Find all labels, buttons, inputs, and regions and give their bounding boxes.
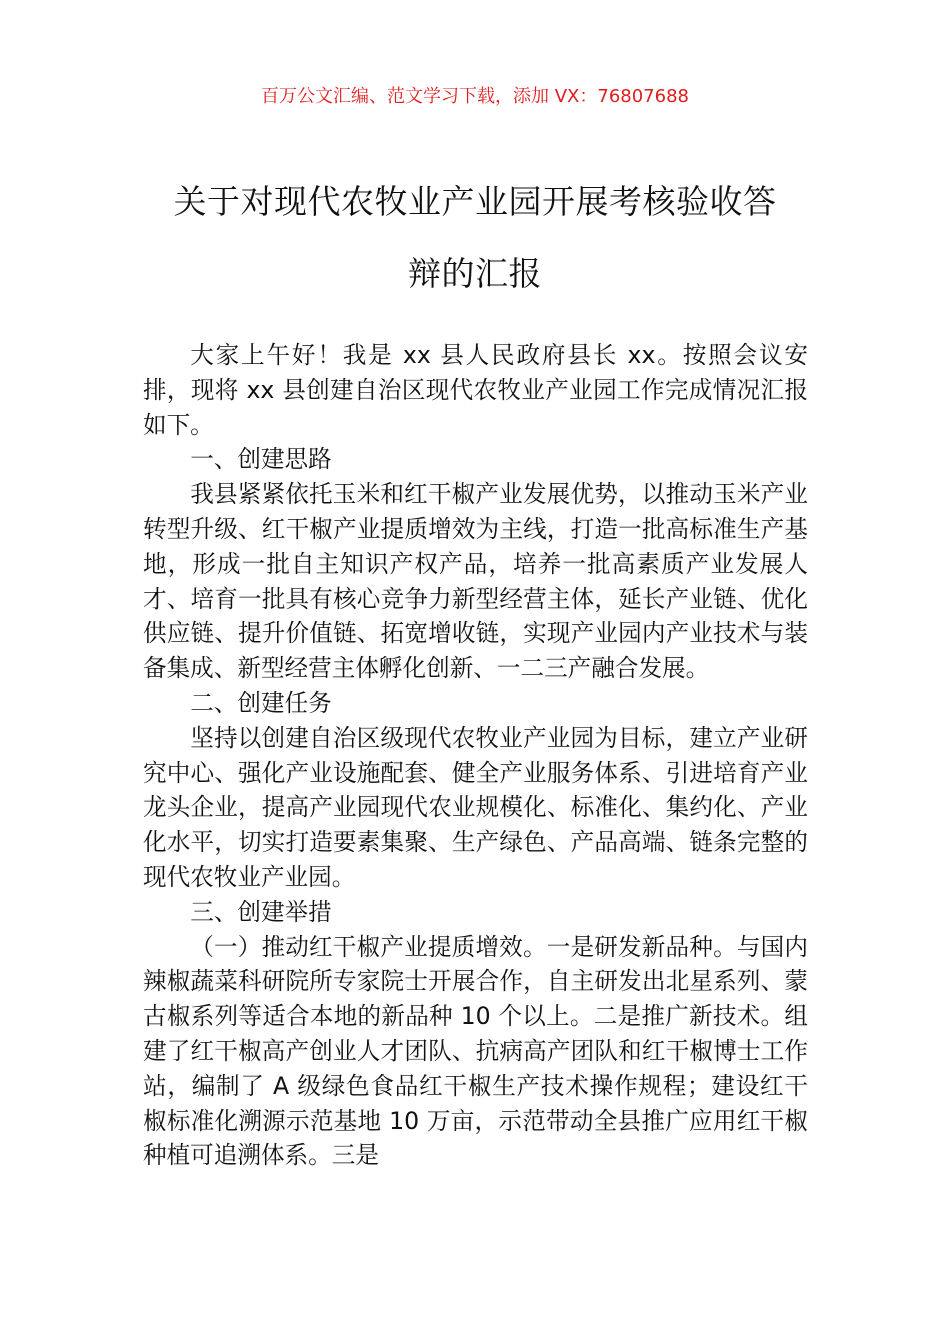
download-banner: 百万公文汇编、范文学习下载，添加 VX：76807688 [261,86,689,107]
title-line-2: 辩的汇报 [408,254,542,293]
section-heading-3: 三、创建举措 [190,897,332,926]
paragraph-approach: 我县紧紧依托玉米和红干椒产业发展优势，以推动玉米产业转型升级、红干椒产业提质增效为主线，打造一批高标准生产基地，形成一批自主知识产权产品，培养一批高素质产业发展人才、培育一批具有核心竞争力新型经营主体，延长产业链、优化供应链、提升价值链、拓宽增收链，实现产业园内产业技术与装备集成、新型经营主体孵化创新、一二三产融合发展。 [143,480,808,683]
section-heading-1: 一、创建思路 [190,445,332,474]
paragraph-greeting: 大家上午好！我是 xx 县人民政府县长 xx。按照会议安排，现将 xx 县创建自治区现代农牧业产业园工作完成情况汇报如下。 [143,341,808,439]
paragraph-tasks: 坚持以创建自治区级现代农牧业产业园为目标，建立产业研究中心、强化产业设施配套、健全产业服务体系、引进培育产业龙头企业，提高产业园现代农业规模化、标准化、集约化、产业化水平，切实打造要素集聚、生产绿色、产品高端、链条完整的现代农牧业产业园。 [143,723,808,891]
title-line-1: 关于对现代农牧业产业园开展考核验收答 [173,182,777,221]
document-title [100,166,850,310]
paragraph-measures: （一）推动红干椒产业提质增效。一是研发新品种。与国内辣椒蔬菜科研院所专家院士开展合作，自主研发出北星系列、蒙古椒系列等适合本地的新品种 10 个以上。二是推广新技术。组建了红干椒高产创业人才团队、抗病高产团队和红干椒博士工作站，编制了 A 级绿色食品红干椒生产技术操作规程；建设红干椒标准化溯源示范基地 10 万亩，示范带动全县推广应用红干椒种植可追溯体系。三是 [143,932,808,1170]
section-heading-2: 二、创建任务 [190,688,332,717]
document-body [143,338,808,1173]
